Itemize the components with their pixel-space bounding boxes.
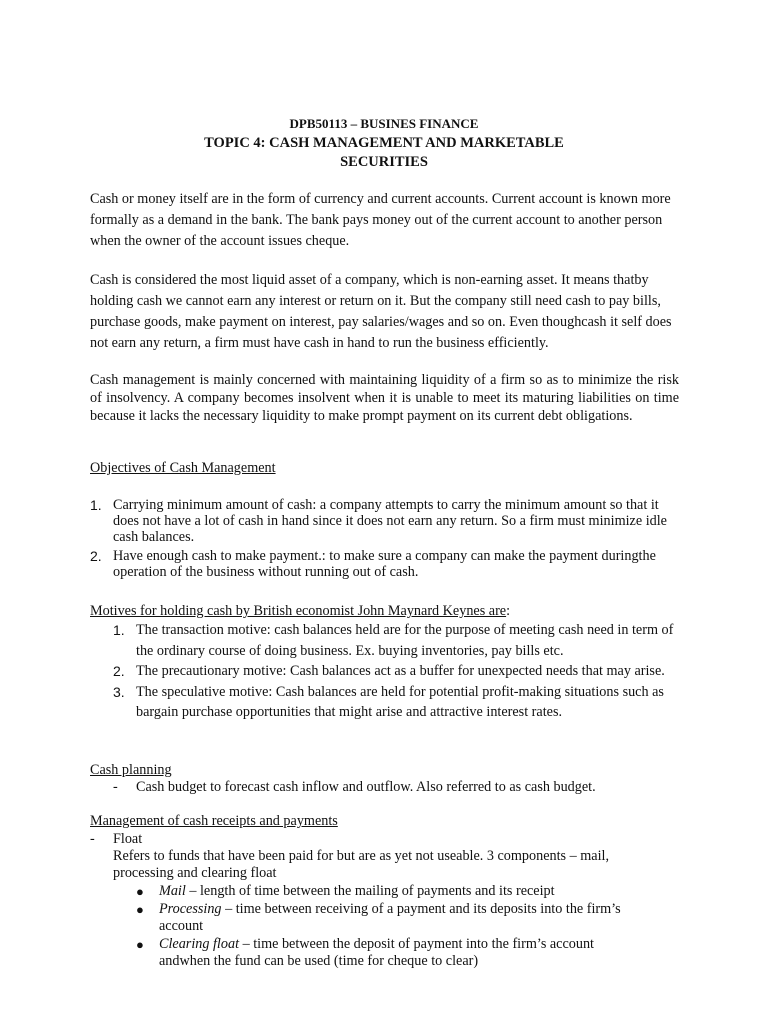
list-number: 3. [113, 683, 125, 700]
topic-title-line-2: SECURITIES [340, 154, 428, 170]
objectives-heading: Objectives of Cash Management [90, 460, 276, 476]
list-item [136, 901, 636, 935]
component-text: – length of time between the mailing of payments and its receipt [185, 883, 555, 899]
dash-marker: - [90, 831, 95, 847]
float-components-list [136, 883, 636, 971]
component-text: – time between receiving of a payment and its deposits into the firm’s account [159, 901, 621, 934]
bullet-icon: ● [136, 937, 144, 952]
list-item-text: The precautionary motive: Cash balances act as a buffer for unexpected needs that may arise. [136, 663, 665, 679]
management-heading: Management of cash receipts and payments [90, 813, 338, 829]
cash-planning-heading: Cash planning [90, 762, 172, 778]
bullet-icon: ● [136, 902, 144, 917]
objectives-list [90, 497, 680, 580]
list-item [136, 936, 636, 970]
component-term: Mail [159, 883, 186, 899]
list-item [113, 682, 678, 723]
cash-management-paragraph: Cash management is mainly concerned with maintaining liquidity of a firm so as to minimize the risk of insolvency. A company becomes insolvent when it is unable to meet its maturing liabilities on time because it lacks the necessary liquidity to make prompt payment on its current debt obligations. [90, 372, 679, 424]
float-label: Float [113, 831, 143, 847]
component-text: – time between the deposit of payment into the firm’s account andwhen the fund can be used (time for cheque to clear) [159, 936, 595, 969]
list-number: 1. [90, 497, 102, 513]
list-item-text: Carrying minimum amount of cash: a company attempts to carry the minimum amount so that it does not have a lot of cash in hand since it does not earn any return. So a firm must minimize idle cash balances. [113, 497, 667, 545]
intro-paragraph: Cash or money itself are in the form of currency and current accounts. Current account is known more formally as a demand in the bank. The bank pays money out of the current account to another person when the owner of the account issues cheque. [90, 191, 671, 249]
topic-title [0, 134, 768, 172]
motives-heading: Motives for holding cash by British economist John Maynard Keynes are [90, 603, 507, 619]
dash-marker: - [113, 779, 118, 795]
list-item [136, 883, 636, 900]
list-number: 2. [90, 548, 102, 564]
list-item [113, 620, 678, 661]
motives-list [113, 620, 678, 723]
list-item [90, 548, 680, 580]
component-term: Clearing float [159, 936, 240, 952]
cash-planning-text: Cash budget to forecast cash inflow and outflow. Also referred to as cash budget. [136, 779, 596, 795]
float-description: Refers to funds that have been paid for but are as yet not useable. 3 components – mail, processing and clearing float [113, 848, 610, 881]
list-item [113, 661, 678, 682]
list-item-text: The speculative motive: Cash balances are held for potential profit-making situations such as bargain purchase opportunities that might arise and attractive interest rates. [136, 683, 664, 720]
course-title: DPB50113 – BUSINES FINANCE [289, 116, 479, 131]
topic-title-line-1: TOPIC 4: CASH MANAGEMENT AND MARKETABLE [204, 135, 564, 151]
component-term: Processing [159, 901, 222, 917]
motives-heading-colon: : [506, 603, 511, 619]
list-item-text: Have enough cash to make payment.: to make sure a company can make the payment duringthe operation of the business without running out of cash. [113, 548, 656, 580]
motives-heading-line [90, 603, 510, 620]
list-item [90, 497, 680, 545]
list-number: 2. [113, 663, 125, 679]
list-item-text: The transaction motive: cash balances held are for the purpose of meeting cash need in term of the ordinary course of doing business. Ex. buying inventories, pay bills etc. [136, 622, 674, 659]
liquidity-paragraph: Cash is considered the most liquid asset of a company, which is non-earning asset. It means thatby holding cash we cannot earn any interest or return on it. But the company still need cash to pay bills, purchase goods, make payment on interest, pay salaries/wages and so on. Even thoughcash it self does not earn any return, a firm must have cash in hand to run the business efficiently. [90, 272, 672, 351]
bullet-icon: ● [136, 884, 144, 899]
list-number: 1. [113, 622, 125, 638]
